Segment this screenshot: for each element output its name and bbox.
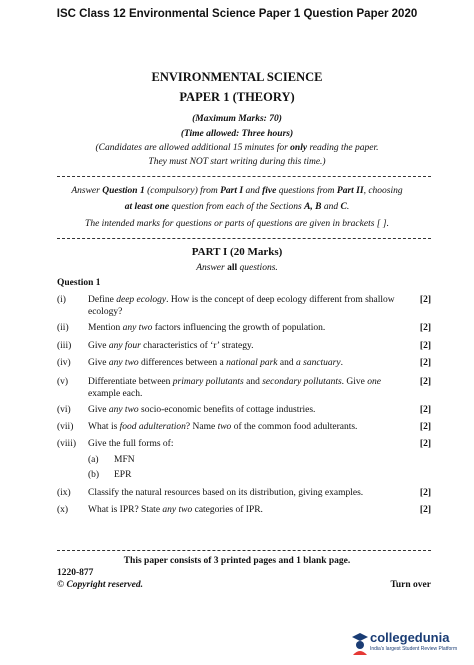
divider — [57, 176, 431, 177]
divider — [57, 550, 431, 551]
part-heading: PART I (20 Marks) — [191, 246, 283, 258]
logo-name: collegedunia — [370, 630, 450, 645]
footer-note: This paper consists of 3 printed pages and 1 blank page. — [123, 556, 351, 566]
subject-title: ENVIRONMENTAL SCIENCE — [151, 70, 323, 84]
logo-tagline: India's largest Student Review Platform — [370, 646, 458, 652]
paper-title: PAPER 1 (THEORY) — [179, 90, 295, 104]
time-allowed: (Time allowed: Three hours) — [180, 129, 294, 139]
question-label: Question 1 — [57, 278, 101, 288]
instructions-line-1: Answer Question 1 (compulsory) from Part I and five questions from Part II, choosing — [71, 186, 403, 196]
turn-over: Turn over — [390, 580, 431, 590]
collegedunia-logo — [352, 627, 474, 661]
instructions-line-3: The intended marks for questions or parts of questions are given in brackets [ ]. — [85, 219, 389, 229]
sub-item-text: MFN — [114, 455, 135, 465]
candidates-note-2: They must NOT start writing during this time.) — [148, 157, 326, 167]
copyright: © Copyright reserved. — [57, 580, 143, 590]
max-marks: (Maximum Marks: 70) — [192, 114, 282, 124]
graduate-icon — [352, 633, 368, 655]
sub-item-label: (b) — [88, 470, 100, 480]
answer-all-note: Answer all questions. — [196, 263, 278, 273]
sub-item-label: (a) — [88, 455, 99, 465]
candidates-note-1: (Candidates are allowed additional 15 minutes for only reading the paper. — [95, 143, 379, 153]
instructions-line-2: at least one question from each of the Sections A, B and C. — [124, 202, 350, 212]
divider — [57, 238, 431, 239]
sub-item-text: EPR — [114, 470, 132, 480]
document-header: ISC Class 12 Environmental Science Paper 1 Question Paper 2020 — [56, 8, 418, 20]
paper-code: 1220-877 — [57, 568, 94, 578]
